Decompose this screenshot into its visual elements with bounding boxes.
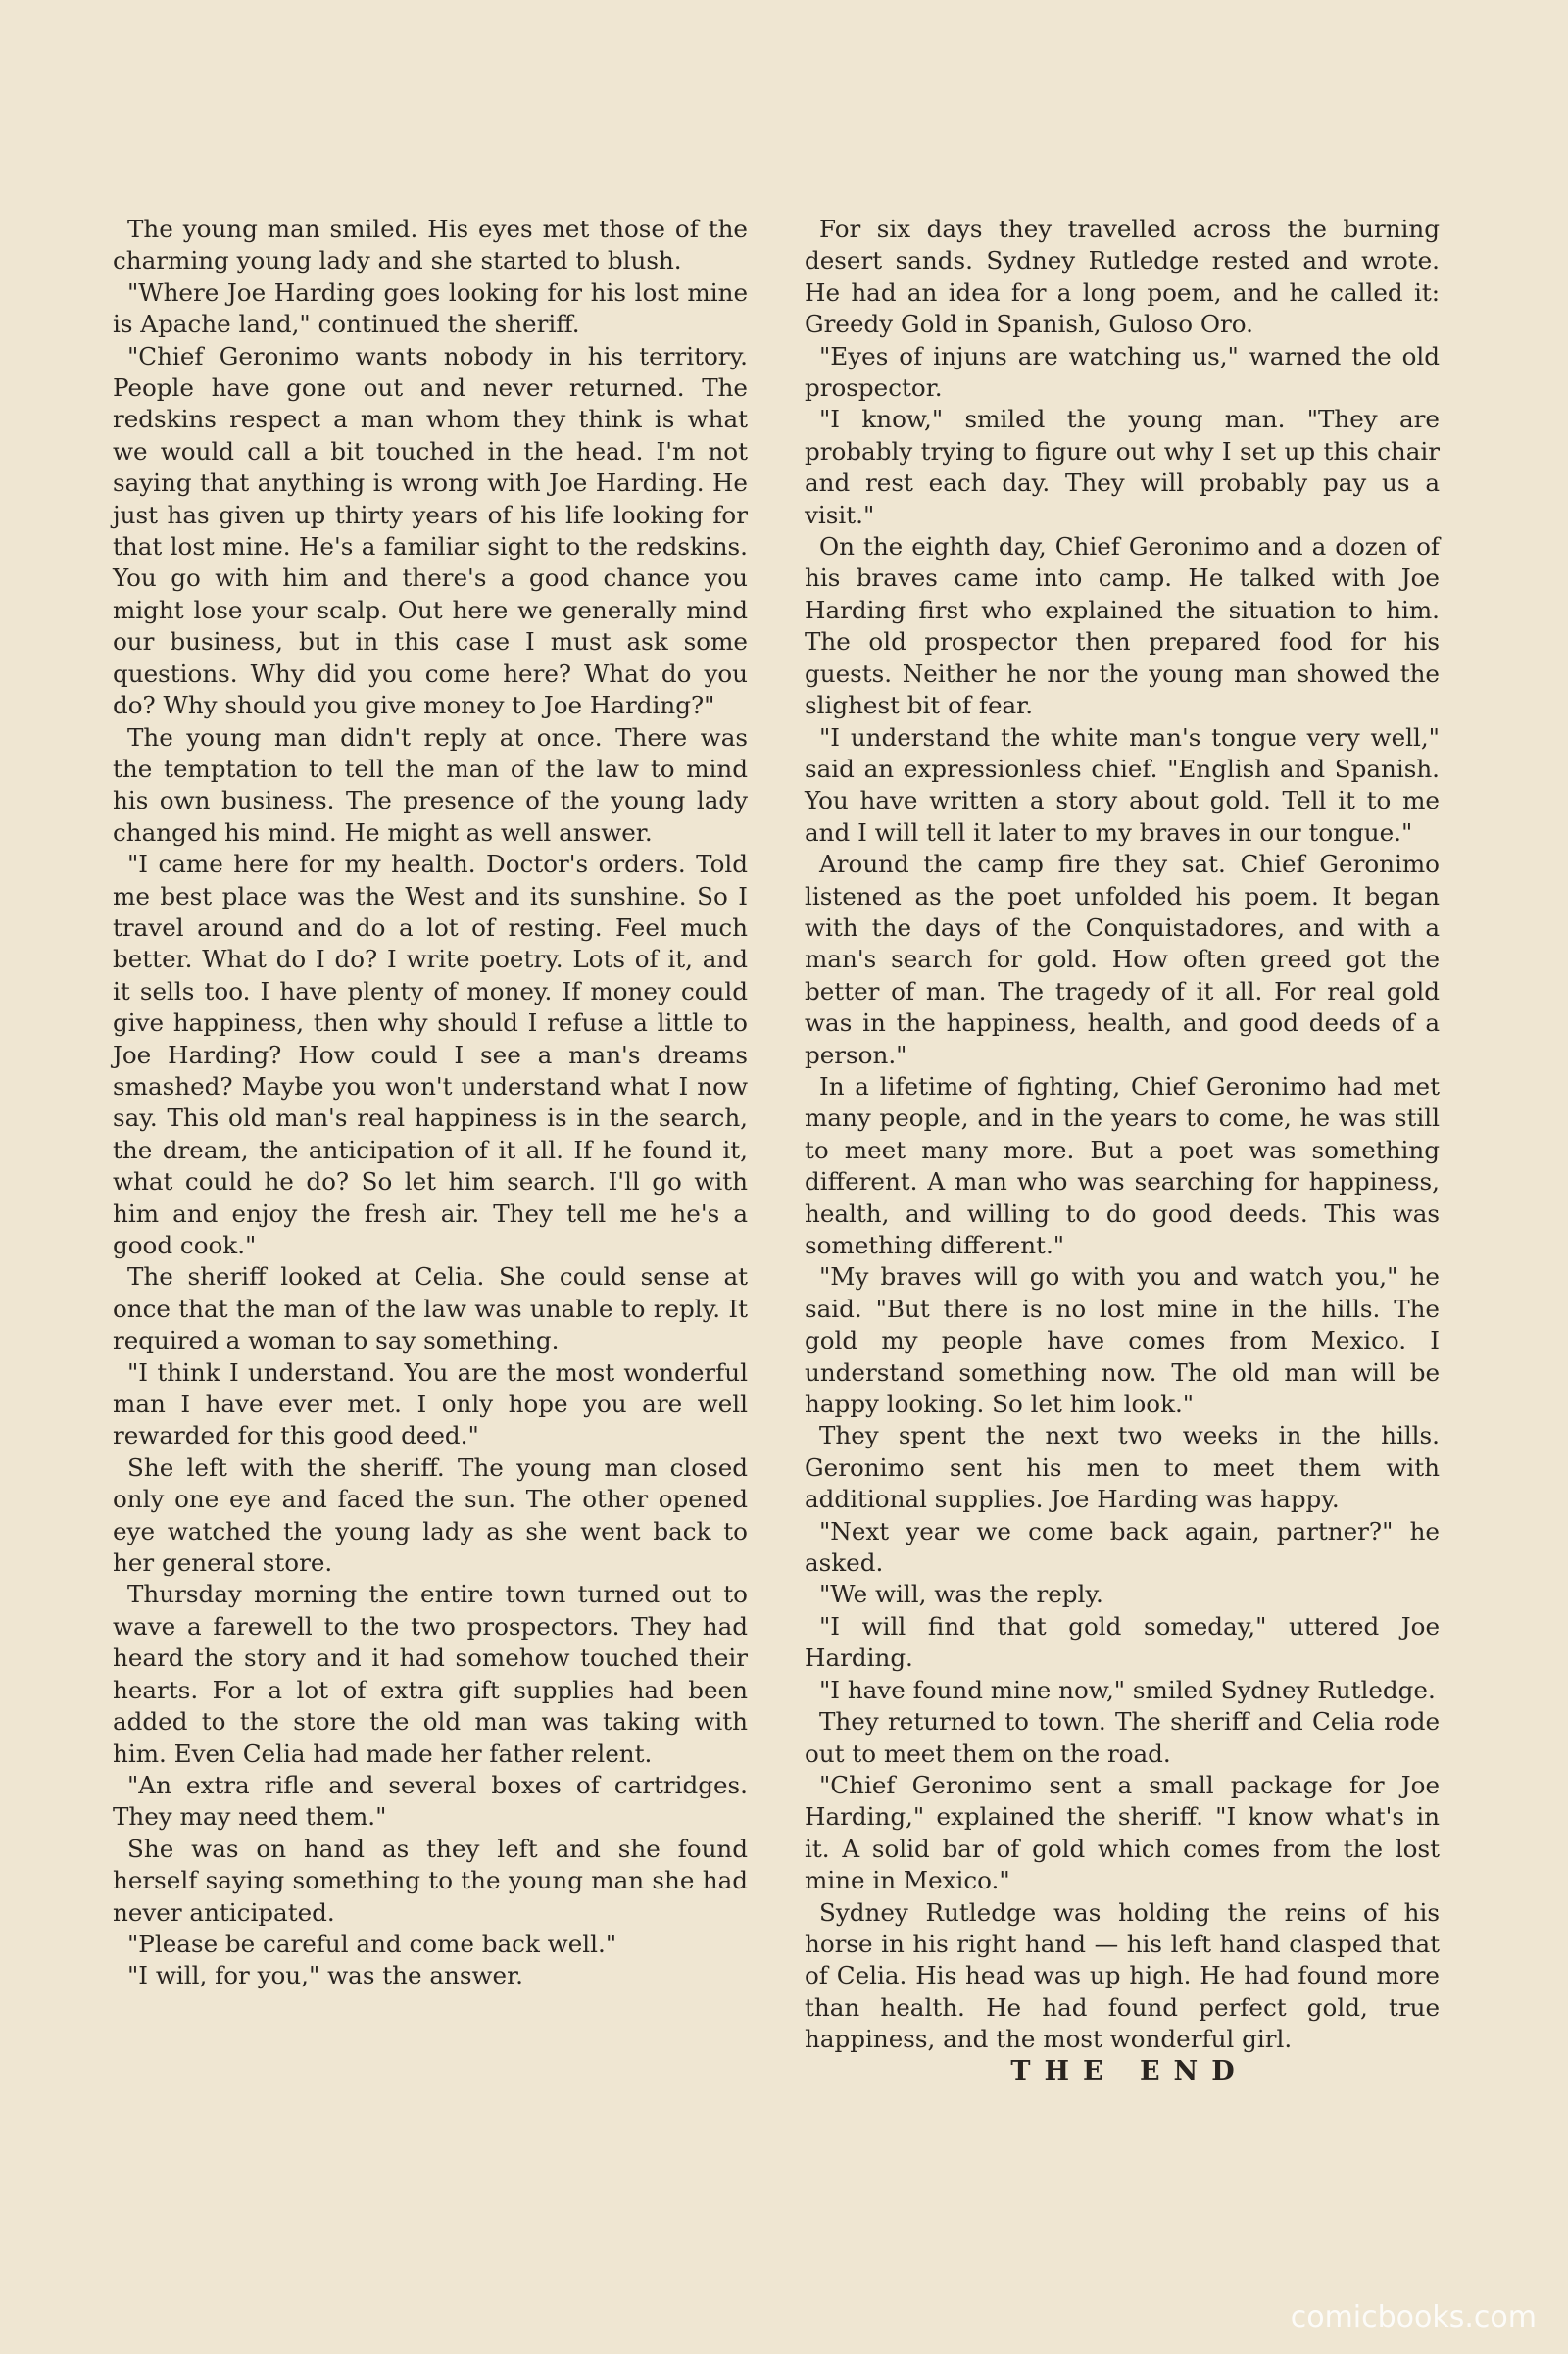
paragraph: "I have found mine now," smiled Sydney Rutledge. bbox=[819, 1675, 1436, 1704]
paragraph: "I know," smiled the young man. "They are probably trying to figure out why I set up this chair and rest each day. They will probably pay us a visit." bbox=[805, 405, 1440, 529]
paragraph: The young man didn't reply at once. There was the temptation to tell the man of the law to mind his own business. The presence of the young lady changed his mind. He might as well answer. bbox=[113, 722, 748, 847]
paragraph: "Where Joe Harding goes looking for his lost mine is Apache land," continued the sheriff. bbox=[113, 277, 748, 339]
paragraph: She was on hand as they left and she found herself saying something to the young man she had never anticipated. bbox=[113, 1834, 748, 1927]
paragraph: She left with the sheriff. The young man closed only one eye and faced the sun. The other opened eye watched the young lady as she went back to her general store. bbox=[113, 1452, 748, 1578]
right-text-column bbox=[805, 214, 1440, 2087]
paragraph: The sheriff looked at Celia. She could sense at once that the man of the law was unable to reply. It required a woman to say something. bbox=[113, 1262, 748, 1355]
paragraph: Around the camp fire they sat. Chief Geronimo listened as the poet unfolded his poem. It began with the days of the Conquistadores, and with a man's search for gold. How often greed got the better of man. The tragedy of it all. For real gold was in the happiness, health, and good deeds of a person." bbox=[805, 850, 1440, 1069]
the-end-label: THE END bbox=[1010, 2055, 1249, 2086]
paragraph: The young man smiled. His eyes met those of the charming young lady and she started to blush. bbox=[113, 215, 748, 275]
paragraph: In a lifetime of fighting, Chief Geronimo had met many people, and in the years to come, he was still to meet many more. But a poet was something different. A man who was searching for happiness, health, and willing to do good deeds. This was something different." bbox=[805, 1071, 1440, 1259]
paragraph: "I think I understand. You are the most wonderful man I have ever met. I only hope you are well rewarded for this good deed." bbox=[113, 1357, 748, 1450]
paragraph: On the eighth day, Chief Geronimo and a dozen of his braves came into camp. He talked with Joe Harding first who explained the situation to him. The old prospector then prepared food for his guests. Neither he nor the young man showed the slighest bit of fear. bbox=[805, 532, 1440, 720]
paragraph: "I understand the white man's tongue very well," said an expressionless chief. "English and Spanish. You have written a story about gold. Tell it to me and I will tell it later to my braves in our tongue." bbox=[805, 722, 1440, 847]
paragraph: "Eyes of injuns are watching us," warned the old prospector. bbox=[805, 341, 1440, 403]
paragraph: "I came here for my health. Doctor's orders. Told me best place was the West and its sunshine. So I travel around and do a lot of resting. Feel much better. What do I do? I write poetry. Lots of it, and it sells too. I have plenty of money. If money could give happiness, then why should I refuse a little to Joe Harding? How could I see a man's dreams smashed? Maybe you won't understand what I now say. This old man's real happiness is in the search, the dream, the anticipation of it all. If he found it, what could he do? So let him search. I'll go with him and enjoy the fresh air. They tell me he's a good cook." bbox=[113, 850, 748, 1259]
paragraph: "My braves will go with you and watch you," he said. "But there is no lost mine in the hills. The gold my people have comes from Mexico. I understand something now. The old man will be happy looking. So let him look." bbox=[805, 1262, 1440, 1419]
paragraph: They returned to town. The sheriff and Celia rode out to meet them on the road. bbox=[805, 1707, 1440, 1768]
paragraph: "An extra rifle and several boxes of cartridges. They may need them." bbox=[113, 1770, 748, 1832]
paragraph: "Please be careful and come back well." bbox=[127, 1929, 617, 1958]
paragraph: "Chief Geronimo sent a small package for Joe Harding," explained the sheriff. "I know what's in it. A solid bar of gold which comes from the lost mine in Mexico." bbox=[805, 1770, 1440, 1895]
watermark: comicbooks.com bbox=[1290, 2300, 1537, 2334]
paragraph: "We will, was the reply. bbox=[819, 1580, 1103, 1609]
paragraph: "I will find that gold someday," uttered Joe Harding. bbox=[805, 1611, 1440, 1673]
paragraph: "Chief Geronimo wants nobody in his territory. People have gone out and never returned. The redskins respect a man whom they think is what we would call a bit touched in the head. I'm not saying that anything is wrong with Joe Harding. He just has given up thirty years of his life looking for that lost mine. He's a familiar sight to the redskins. You go with him and there's a good chance you might lose your scalp. Out here we generally mind our business, but in this case I must ask some questions. Why did you come here? What do you do? Why should you give money to Joe Harding?" bbox=[113, 341, 748, 720]
paragraph: Thursday morning the entire town turned out to wave a farewell to the two prospectors. They had heard the story and it had somehow touched their hearts. For a lot of extra gift supplies had been added to the store the old man was taking with him. Even Celia had made her father relent. bbox=[113, 1580, 748, 1768]
left-text-column bbox=[113, 214, 748, 1992]
paragraph: "Next year we come back again, partner?" he asked. bbox=[805, 1516, 1440, 1578]
paragraph: "I will, for you," was the answer. bbox=[127, 1961, 523, 1990]
paragraph: For six days they travelled across the burning desert sands. Sydney Rutledge rested and wrote. He had an idea for a long poem, and he called it: Greedy Gold in Spanish, Guloso Oro. bbox=[805, 215, 1440, 339]
paragraph: Sydney Rutledge was holding the reins of his horse in his right hand — his left hand clasped that of Celia. His head was up high. He had found more than health. He had found perfect gold, true happiness, and the most wonderful girl. bbox=[805, 1897, 1440, 2054]
paragraph: They spent the next two weeks in the hills. Geronimo sent his men to meet them with additional supplies. Joe Harding was happy. bbox=[805, 1421, 1440, 1514]
